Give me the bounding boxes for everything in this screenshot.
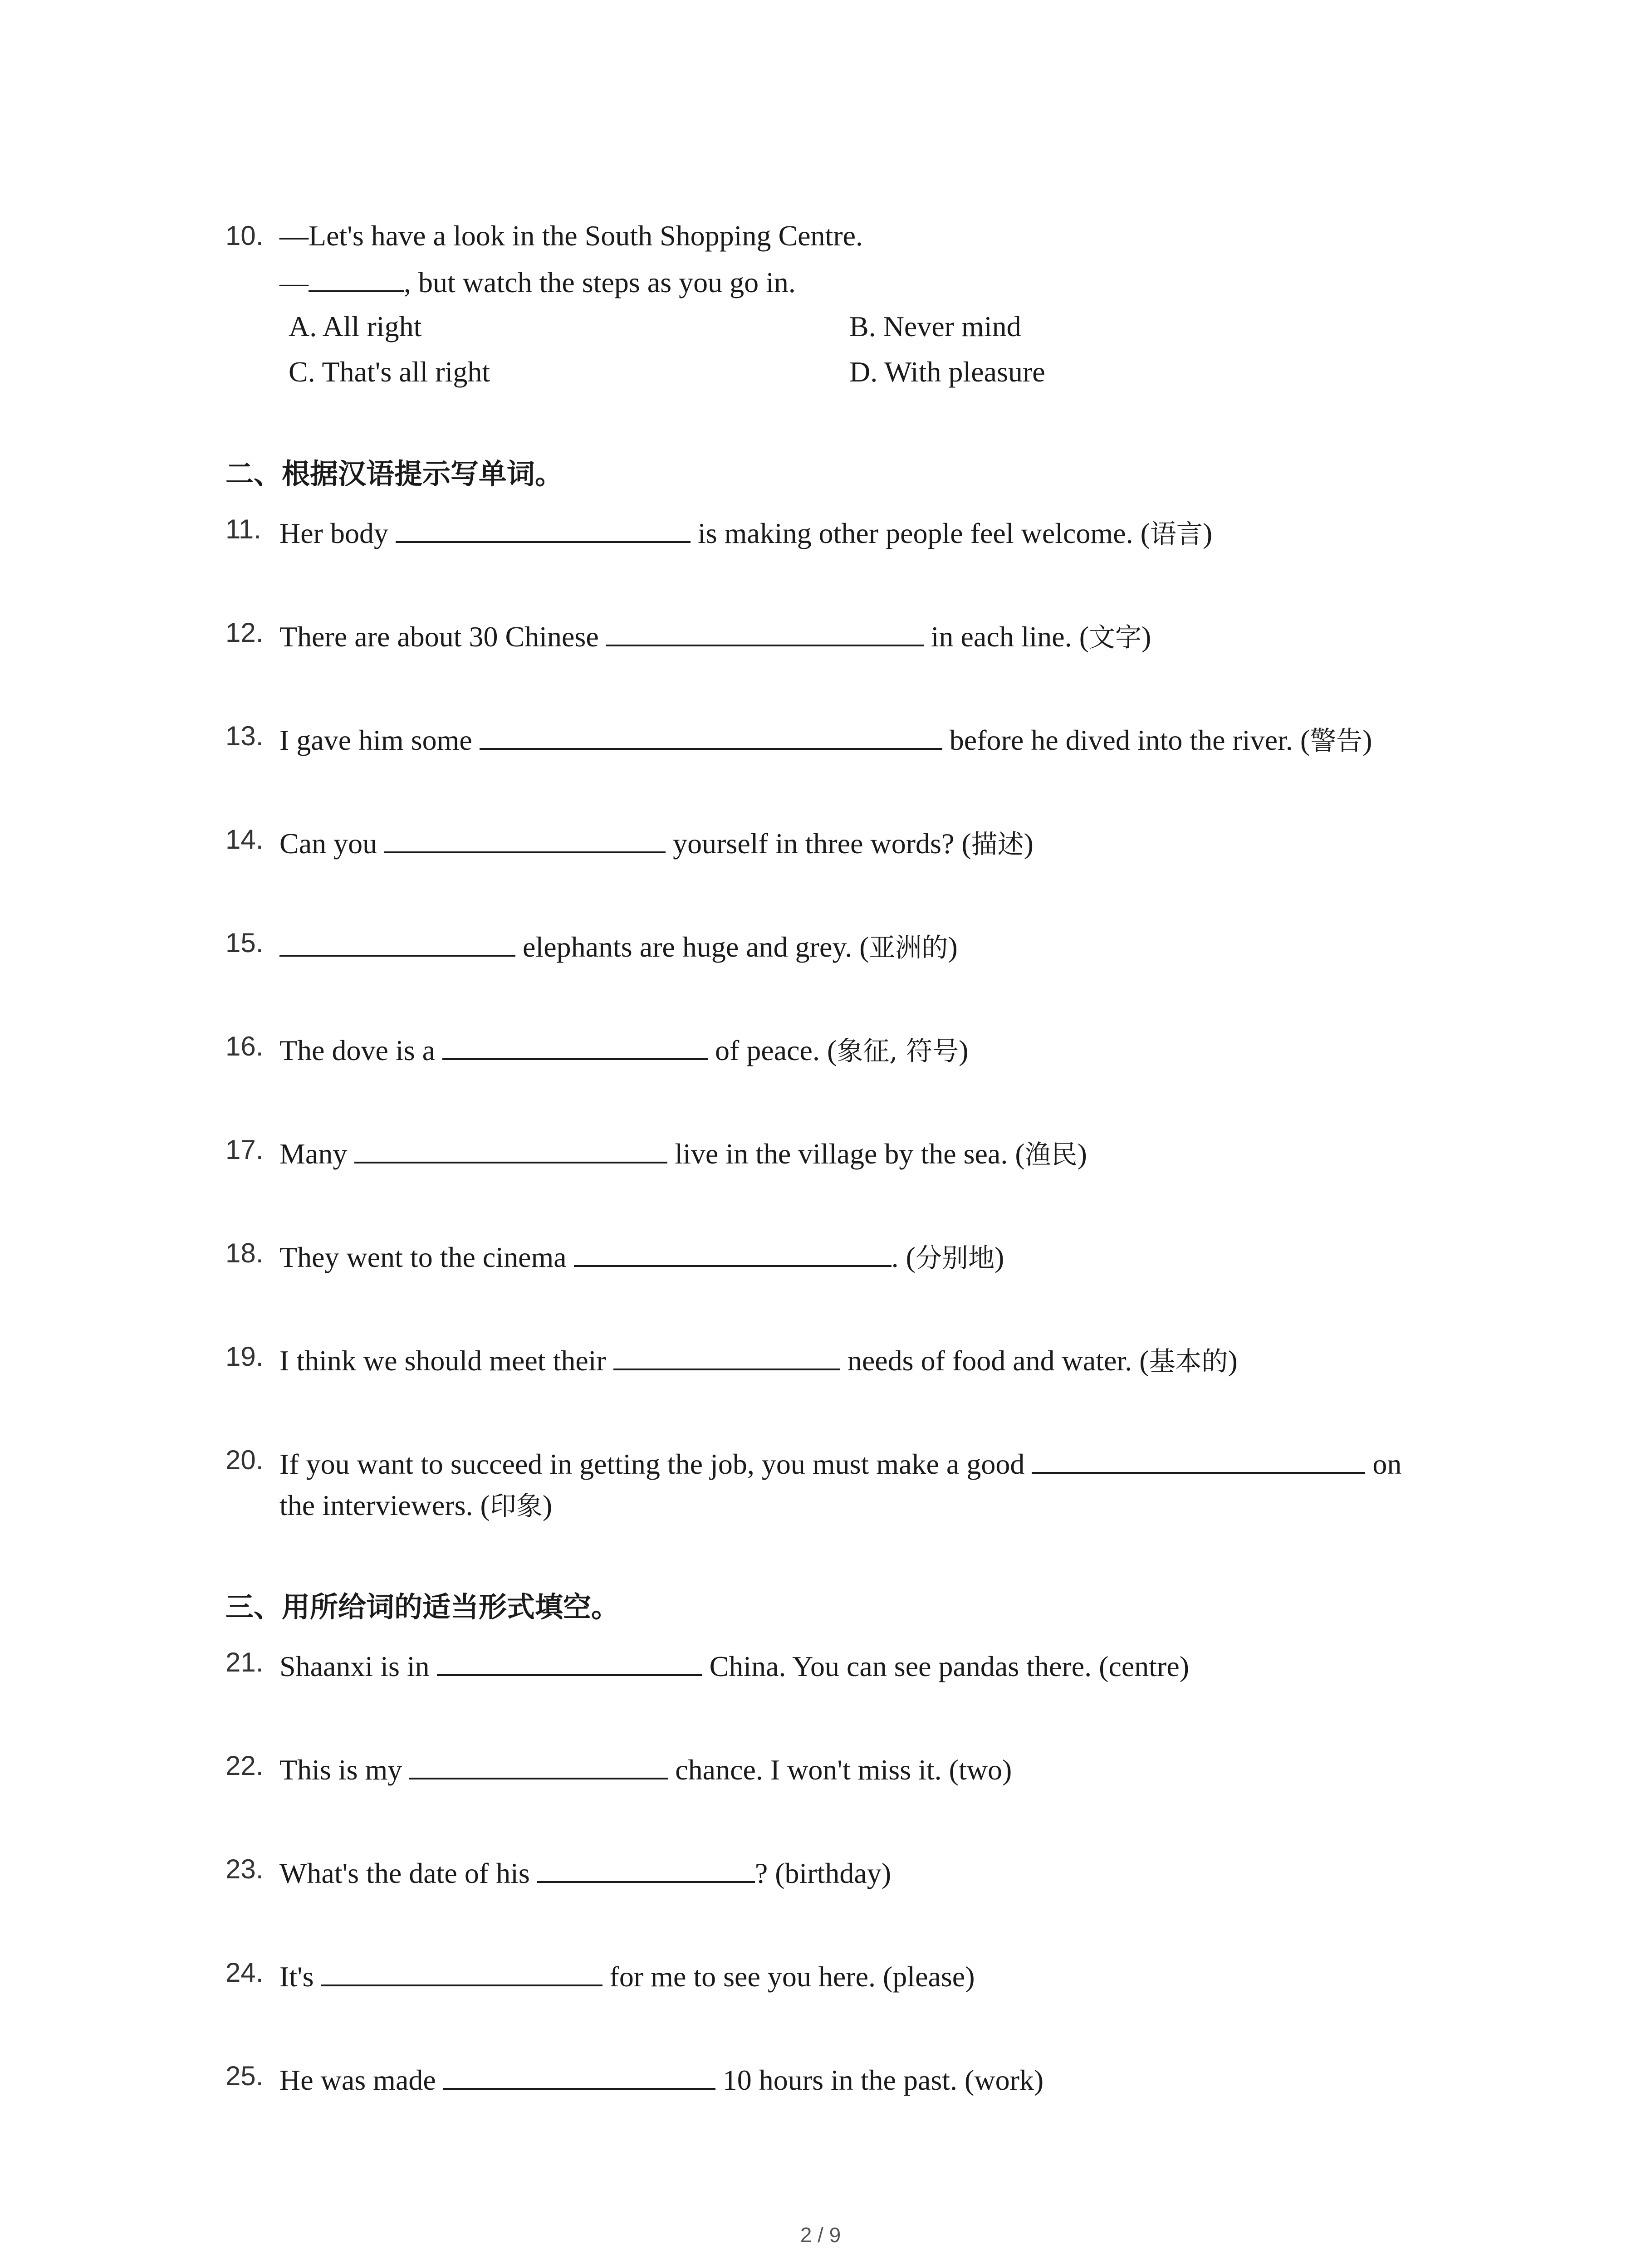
answer-blank[interactable] (574, 1235, 892, 1267)
question-text: It's for me to see you here. (please) (279, 1955, 975, 1995)
question-number: 24. (225, 1957, 264, 1988)
question-text: The dove is a of peace. (象征, 符号) (279, 1028, 968, 1069)
question-number: 14. (225, 824, 264, 855)
question-number: 21. (225, 1647, 264, 1677)
question-text: I think we should meet their needs of food and water. (基本的) (279, 1339, 1238, 1379)
question-number: 15. (225, 928, 264, 958)
question-text: This is my chance. I won't miss it. (two) (279, 1748, 1012, 1788)
question-number: 25. (225, 2061, 264, 2091)
question-number: 19. (225, 1341, 264, 1372)
page-number: 2 / 9 (800, 2223, 841, 2247)
answer-blank[interactable] (443, 2058, 715, 2090)
question-text: There are about 30 Chinese in each line. (文字) (279, 615, 1151, 655)
answer-blank[interactable] (309, 263, 404, 292)
answer-blank[interactable] (442, 1028, 708, 1060)
answer-blank[interactable] (354, 1132, 667, 1163)
option-b[interactable]: B. Never mind (849, 310, 1021, 342)
question-number: 17. (225, 1134, 264, 1165)
question-text: What's the date of his ? (birthday) (279, 1851, 891, 1892)
question-text: Shaanxi is in China. You can see pandas there. (centre) (279, 1644, 1189, 1685)
answer-blank[interactable] (613, 1339, 840, 1370)
question-number: 12. (225, 617, 264, 648)
question-text: They went to the cinema . (分别地) (279, 1235, 1004, 1276)
question-number: 20. (225, 1445, 264, 1475)
option-a[interactable]: A. All right (289, 310, 422, 342)
dash: — (279, 266, 309, 298)
answer-blank[interactable] (321, 1955, 603, 1986)
question-number: 10. (225, 220, 264, 251)
question-number: 23. (225, 1854, 264, 1884)
question-text: Can you yourself in three words? (描述) (279, 821, 1034, 862)
question-text: Many live in the village by the sea. (渔民) (279, 1132, 1087, 1173)
question-number: 18. (225, 1238, 264, 1268)
reply-rest: , but watch the steps as you go in. (404, 266, 796, 298)
question-text: I gave him some before he dived into the river. (警告) (279, 718, 1372, 759)
section-2-heading: 二、根据汉语提示写单词。 (225, 457, 563, 490)
option-d[interactable]: D. With pleasure (849, 356, 1045, 388)
question-number: 16. (225, 1031, 264, 1061)
answer-blank[interactable] (384, 821, 666, 853)
question-text: —Let's have a look in the South Shopping Centre. (279, 220, 863, 252)
answer-blank[interactable] (437, 1644, 702, 1676)
answer-blank[interactable] (480, 718, 942, 750)
question-text: elephants are huge and grey. (亚洲的) (279, 925, 958, 966)
answer-blank[interactable] (396, 511, 691, 543)
answer-blank[interactable] (606, 615, 924, 646)
question-text: If you want to succeed in getting the job, you must make a good on (279, 1442, 1401, 1482)
option-c[interactable]: C. That's all right (289, 356, 490, 388)
question-number: 13. (225, 721, 264, 751)
answer-blank[interactable] (279, 925, 515, 957)
question-text: He was made 10 hours in the past. (work) (279, 2058, 1043, 2098)
answer-blank[interactable] (409, 1748, 668, 1779)
answer-blank[interactable] (1032, 1442, 1365, 1474)
reply-line (279, 263, 796, 301)
question-text: Her body is making other people feel welcome. (语言) (279, 511, 1212, 552)
question-number: 11. (225, 514, 261, 544)
question-text-continued: the interviewers. (印象) (279, 1489, 553, 1521)
question-number: 22. (225, 1750, 264, 1781)
answer-blank[interactable] (537, 1851, 755, 1883)
section-3-heading: 三、用所给词的适当形式填空。 (225, 1590, 620, 1623)
